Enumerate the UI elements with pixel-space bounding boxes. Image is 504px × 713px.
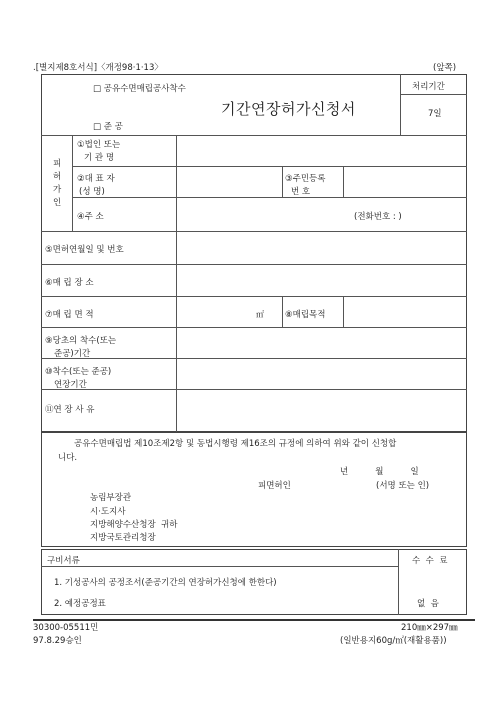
address-label: ④주 소	[77, 212, 104, 222]
extension-period-field[interactable]	[177, 359, 466, 389]
page-side-label: (앞쪽)	[433, 63, 457, 73]
extension-period-label-2: 연장기간	[54, 380, 87, 390]
attachment-item-2: 2. 예정공정표	[54, 599, 106, 609]
phone-label: (전화번호 : )	[354, 212, 402, 222]
extension-period-label-1: ⑩착수(또는 준공)	[45, 367, 112, 377]
declaration-text-2: 니다.	[58, 453, 78, 463]
extension-reason-label: ⑪연 장 사 유	[45, 405, 95, 415]
original-period-label-2: 준공)기간	[54, 349, 91, 359]
declaration-text-1: 공유수면매립법 제10조제2항 및 동법시행령 제16조의 규정에 의하여 위와 같이 신청합	[74, 439, 397, 449]
attachment-item-1: 1. 기성공사의 공정조서(준공기간의 연장허가신청에 한한다)	[54, 578, 277, 588]
area-unit-label: ㎡	[256, 310, 264, 319]
resident-number-field[interactable]	[344, 167, 466, 197]
approval-date: 97.8.29승인	[33, 636, 82, 646]
recipient-3: 지방해양수산청장 귀하	[90, 520, 178, 530]
original-period-field[interactable]	[177, 328, 466, 358]
address-field[interactable]	[177, 198, 347, 230]
reclaim-purpose-field[interactable]	[344, 297, 466, 327]
sign-or-seal-label: (서명 또는 인)	[376, 481, 430, 491]
reclaim-location-field[interactable]	[177, 265, 466, 296]
resident-number-label-2: 번 호	[291, 187, 311, 197]
resident-number-label-1: ③주민등록	[285, 174, 326, 184]
reclaim-purpose-label: ⑧매립목적	[285, 310, 326, 320]
option-completion-checkbox[interactable]: □ 준 공	[93, 122, 123, 132]
form-code: 30300-05511민	[33, 623, 99, 633]
original-period-label-1: ⑨당초의 착수(또는	[45, 336, 117, 346]
application-date-line: 년 월 일	[340, 467, 419, 477]
representative-label-2: (성 명)	[79, 187, 105, 197]
corp-name-label-2: 기 관 명	[84, 153, 115, 163]
recipient-1: 농림부장관	[90, 493, 132, 503]
option-commence-checkbox[interactable]: □ 공유수면매립공사착수	[93, 84, 186, 94]
extension-reason-field[interactable]	[177, 390, 466, 431]
attachments-header: 구비서류	[47, 556, 80, 566]
form-title: 기간연장허가신청서	[221, 100, 356, 118]
applicant-group-label-4: 인	[53, 198, 62, 208]
fee-value: 없 음	[417, 599, 439, 609]
processing-period-label: 처리기간	[412, 82, 445, 92]
recipient-4: 지방국토관리청장	[90, 533, 156, 543]
corp-name-field[interactable]	[177, 136, 466, 166]
representative-field[interactable]	[177, 167, 282, 197]
license-date-field[interactable]	[177, 232, 466, 264]
applicant-group-label-3: 가	[53, 185, 62, 195]
reclaim-area-label: ⑦매 립 면 적	[45, 310, 94, 320]
paper-size: 210㎜×297㎜	[401, 623, 458, 633]
reclaim-location-label: ⑥매 립 장 소	[45, 278, 94, 288]
applicant-group-label-1: 피	[53, 159, 62, 169]
processing-period-value: 7일	[428, 109, 442, 119]
representative-label-1: ②대 표 자	[77, 174, 115, 184]
fee-label: 수 수 료	[412, 556, 448, 566]
recipient-2: 시·도지사	[90, 507, 126, 517]
corp-name-label-1: ①법인 또는	[77, 140, 121, 150]
applicant-group-label-2: 허	[53, 172, 62, 182]
license-date-label: ⑤면허연월일 및 번호	[45, 245, 124, 255]
paper-spec: (일반용지60g/㎡(재활용품))	[340, 636, 447, 646]
form-reference: .[별지제8호서식]〈개정98·1·13〉	[33, 63, 163, 73]
applicant-sign-label: 피면허인	[258, 481, 291, 491]
